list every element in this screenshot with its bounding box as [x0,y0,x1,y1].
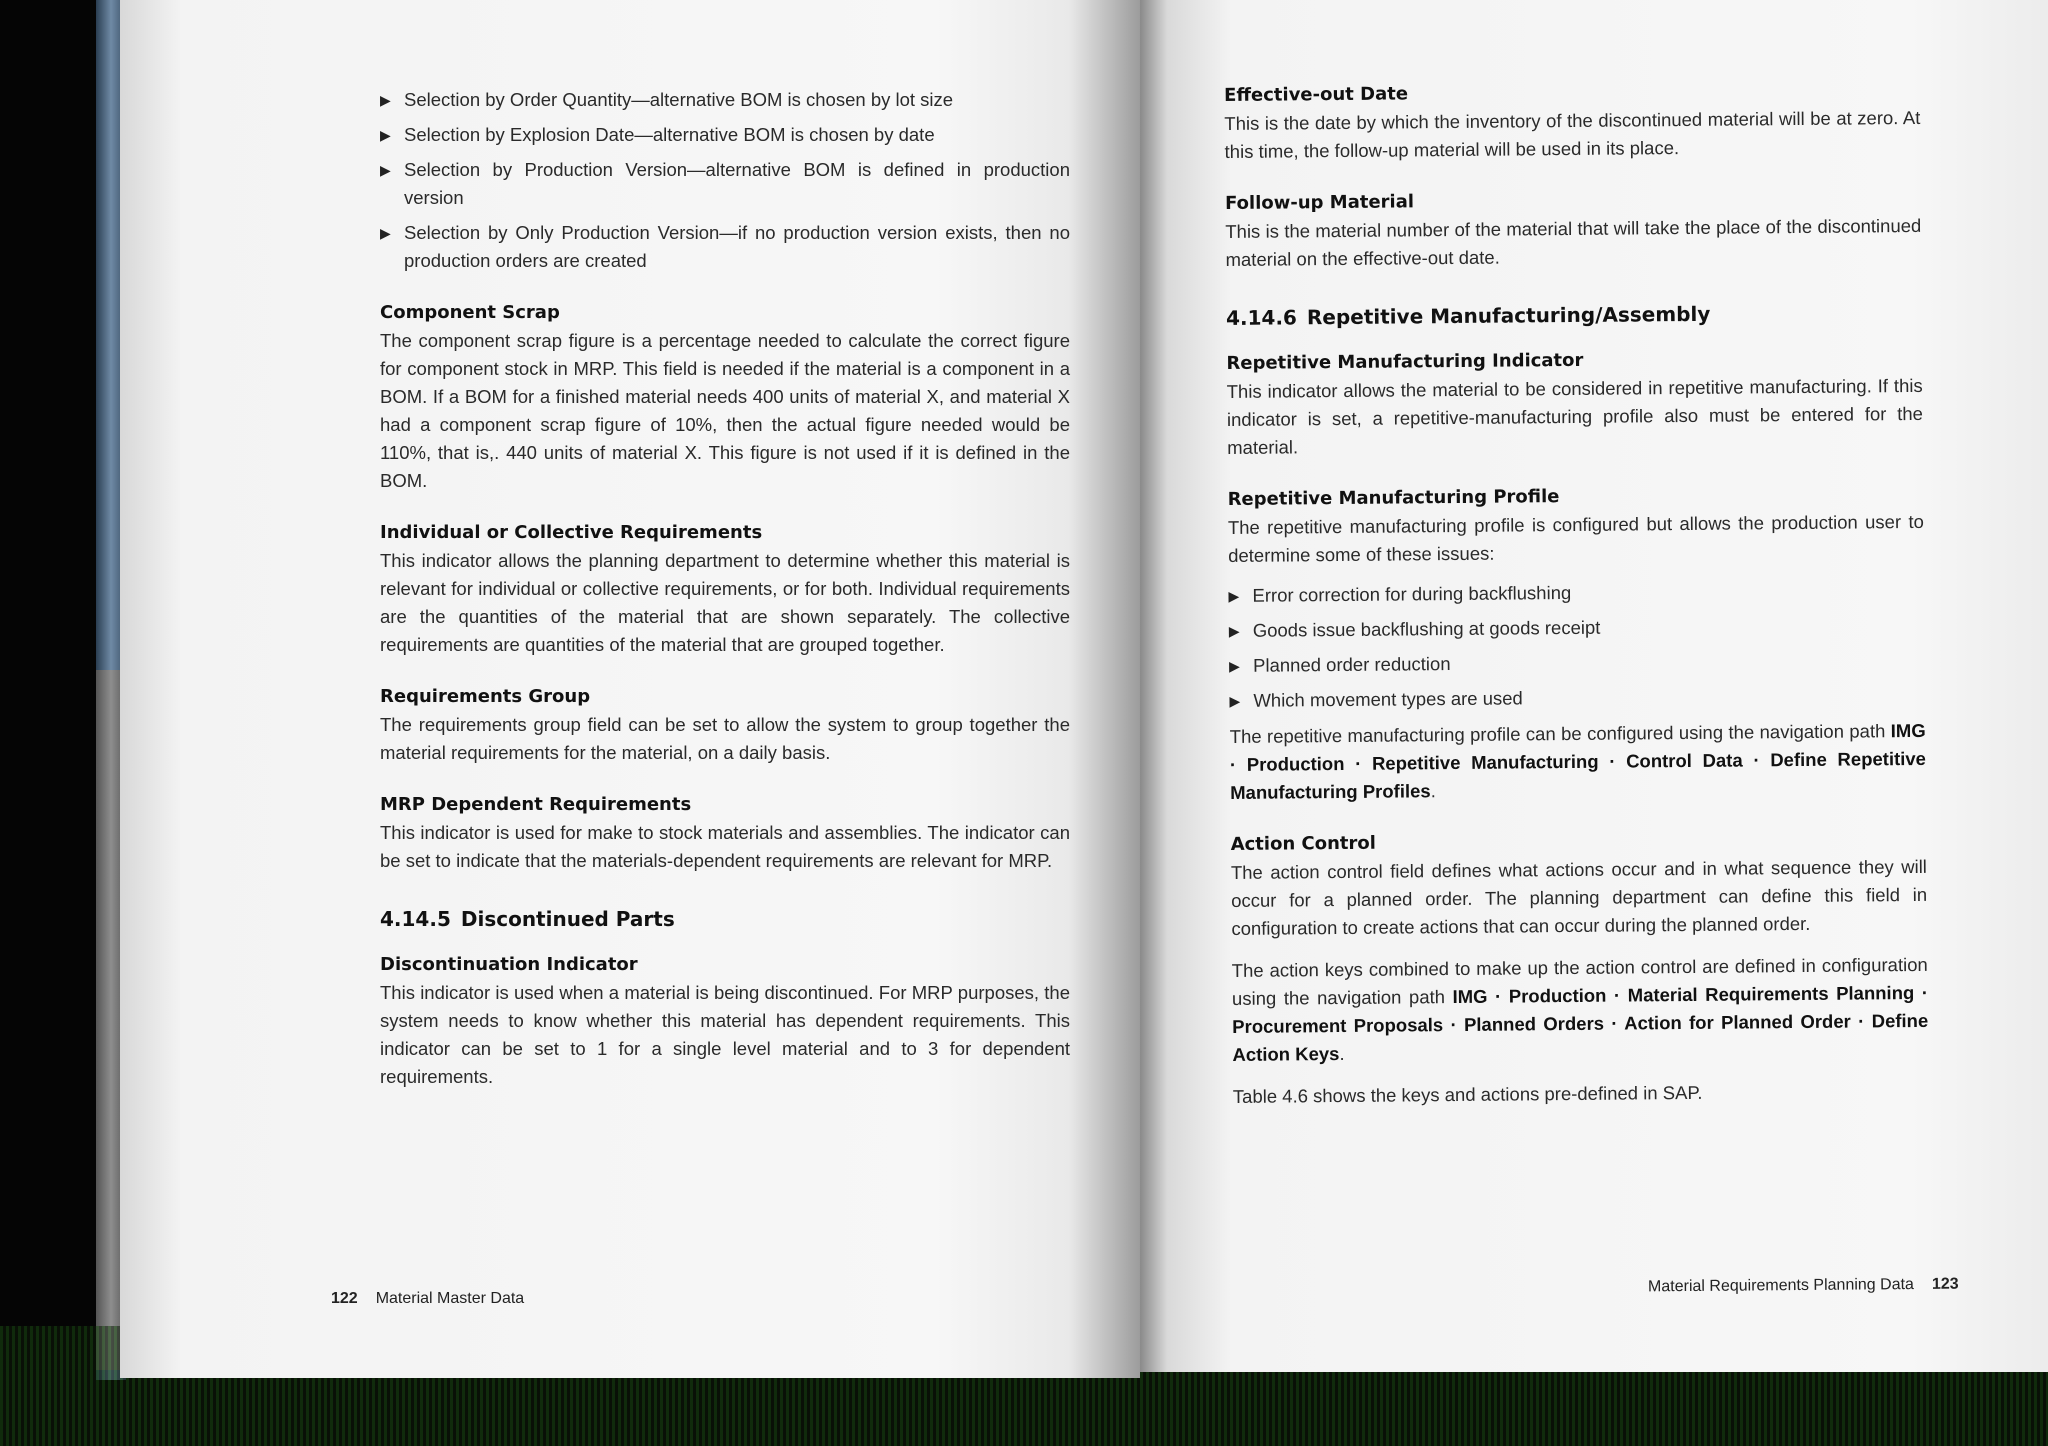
requirements-group-body: The requirements group field can be set to allow the system to group together the material requirements for the material, on a daily basis. [380,714,1070,763]
individual-requirements-section [380,519,1070,659]
rep-profile-section [1228,480,1927,807]
rep-profile-path-paragraph: The repetitive manufacturing profile can be configured using the navigation path IMG · Production · Repetitive Manufacturing · Control Data · Define Repetitive Manufacturing Profiles. [1229,719,1927,803]
triangle-bullet-icon: ▶ [1229,657,1240,674]
rep-profile-heading: Repetitive Manufacturing Profile [1227,486,1560,510]
component-scrap-heading: Component Scrap [380,302,560,323]
follow-up-heading: Follow-up Material [1224,191,1415,214]
individual-requirements-heading: Individual or Collective Requirements [380,522,763,543]
effective-out-section [1224,76,1921,166]
running-title: Material Master Data [375,1290,525,1307]
section-number: 4.14.5 [380,907,451,931]
triangle-bullet-icon: ▶ [380,162,391,178]
individual-requirements-body: This indicator allows the planning department to determine whether this material is relevant for individual or collective requirements, or for both. Individual requirements are the quantities of the material that are shown separately. The collective requirements are quantities of the material that are grouped together. [380,550,1070,655]
follow-up-body: This is the material number of the material that will take the place of the discontinued material on the effective-out date. [1225,214,1922,270]
left-text-column [380,86,1070,1091]
section-heading-4-14-6 [1226,298,1922,332]
list-item: ▶ Which movement types are used [1229,681,1925,715]
effective-out-body: This is the date by which the inventory of the discontinued material will be at zero. At this time, the follow-up material will be used in its place. [1224,106,1921,162]
triangle-bullet-icon: ▶ [1228,622,1240,639]
list-item: ▶ Selection by Only Production Version—if no production version exists, then no production orders are created [380,219,1070,275]
requirements-group-section [380,683,1070,767]
right-text-column [1224,76,1929,1111]
left-page-footer [331,1290,524,1308]
selection-bullet-list [380,86,1070,275]
mrp-dependent-heading: MRP Dependent Requirements [380,794,692,815]
mrp-dependent-section [380,791,1070,875]
rep-indicator-section [1226,344,1923,462]
right-page [1140,0,2048,1372]
navigation-path: IMG · Production · Repetitive Manufacturing · Control Data · Define Repetitive Manufacturing Profiles [1229,719,1927,803]
list-item: ▶ Error correction for during backflushing [1228,576,1924,610]
rep-profile-bullet-list [1228,576,1925,715]
component-scrap-section [380,299,1070,495]
section-title: Discontinued Parts [460,907,675,931]
section-number: 4.14.6 [1225,305,1298,330]
triangle-bullet-icon: ▶ [380,92,391,108]
action-keys-paragraph: The action keys combined to make up the action control are defined in configuration using the navigation path IMG · Production · Material Requirements Planning · Procurement Proposals · Planned Orders · Action for Planned Order · Define Action Keys. [1231,953,1929,1065]
triangle-bullet-icon: ▶ [380,225,391,241]
list-item: ▶ Selection by Production Version—alternative BOM is defined in production version [380,156,1070,212]
action-control-heading: Action Control [1230,832,1376,855]
list-item: ▶ Goods issue backflushing at goods receipt [1229,611,1925,645]
follow-up-section [1225,184,1922,274]
navigation-path: IMG · Production · Material Requirements Planning · Procurement Proposals · Planned Orders · Action for Planned Order · Define Action Keys [1232,981,1929,1065]
discontinuation-section [380,951,1070,1091]
list-item: ▶ Planned order reduction [1229,646,1925,680]
rep-indicator-heading: Repetitive Manufacturing Indicator [1226,349,1584,374]
right-page-footer [1648,1276,1959,1297]
component-scrap-body: The component scrap figure is a percentage needed to calculate the correct figure for component stock in MRP. This field is needed if the material is a component in a BOM. If a BOM for a finished material needs 400 units of material X, and material X had a component scrap figure of 10%, then the actual figure needed would be 110%, that is,. 440 units of material X. This figure is not used if it is defined in the BOM. [380,330,1070,491]
action-control-section [1231,825,1929,1111]
action-control-body: The action control field defines what actions occur and in what sequence they will occur for a planned order. The planning department can define this field in configuration to create actions that can occur during the planned order. [1230,855,1928,939]
page-number: 123 [1931,1275,1959,1293]
mrp-dependent-body: This indicator is used for make to stock materials and assemblies. The indicator can be set to indicate that the materials-dependent requirements are relevant for MRP. [380,822,1070,871]
rep-indicator-body: This indicator allows the material to be considered in repetitive manufacturing. If this indicator is set, a repetitive-manufacturing profile also must be entered for the material. [1226,374,1924,458]
discontinuation-heading: Discontinuation Indicator [380,954,638,975]
triangle-bullet-icon: ▶ [1228,587,1240,604]
section-title: Repetitive Manufacturing/Assembly [1306,301,1711,330]
requirements-group-heading: Requirements Group [380,686,591,707]
page-number: 122 [331,1290,358,1307]
running-title: Material Requirements Planning Data [1647,1276,1914,1296]
effective-out-heading: Effective-out Date [1224,83,1409,106]
left-page [120,0,1140,1378]
list-item: ▶ Selection by Explosion Date—alternative BOM is chosen by date [380,121,1070,149]
triangle-bullet-icon: ▶ [1229,692,1241,709]
section-heading-4-14-5 [380,905,1070,933]
discontinuation-body: This indicator is used when a material is being discontinued. For MRP purposes, the system needs to know whether this material has dependent requirements. This indicator can be set to 1 for a single level material and to 3 for dependent requirements. [380,982,1070,1087]
rep-profile-body: The repetitive manufacturing profile is configured but allows the production user to determine some of these issues: [1227,510,1924,566]
table-reference-paragraph: Table 4.6 shows the keys and actions pre-defined in SAP. [1232,1081,1703,1107]
list-item: ▶ Selection by Order Quantity—alternative BOM is chosen by lot size [380,86,1070,114]
triangle-bullet-icon: ▶ [380,127,391,143]
